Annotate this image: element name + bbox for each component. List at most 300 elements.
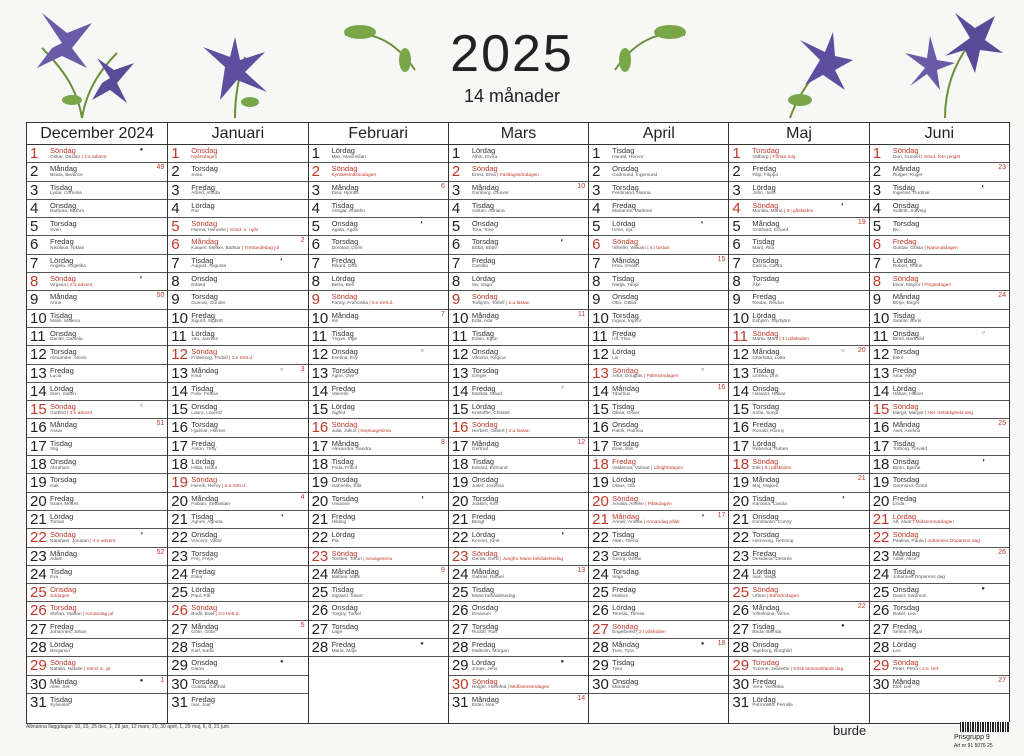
day-text bbox=[610, 438, 639, 453]
day-text bbox=[750, 419, 784, 434]
day-number: 22 bbox=[30, 529, 47, 547]
weekday-label: Torsdag bbox=[331, 621, 359, 631]
holiday-label: | Annandag jul bbox=[81, 611, 114, 617]
day-row bbox=[589, 383, 728, 401]
day-text bbox=[330, 456, 358, 471]
weekday-label: Söndag bbox=[471, 676, 498, 686]
weekday-label: Fredag bbox=[471, 383, 496, 393]
week-number: 16 bbox=[717, 383, 726, 391]
day-number: 11 bbox=[311, 327, 328, 345]
day-row bbox=[449, 182, 588, 200]
day-number: 10 bbox=[592, 309, 609, 327]
day-row bbox=[729, 676, 868, 694]
day-number: 2 bbox=[311, 163, 320, 181]
weekday-label: Onsdag bbox=[612, 292, 639, 302]
name-day: Hilding bbox=[331, 520, 347, 526]
moon-phase-icon: ○ bbox=[700, 366, 705, 373]
day-number: 12 bbox=[872, 346, 890, 364]
day-text bbox=[48, 438, 72, 453]
name-day: Stig bbox=[50, 447, 59, 453]
day-text bbox=[610, 310, 641, 325]
weekday-label: Måndag bbox=[50, 420, 78, 430]
weekday-label: Fredag bbox=[752, 420, 777, 430]
weekday-label: Fredag bbox=[331, 511, 356, 521]
day-row bbox=[27, 346, 167, 364]
name-day: Lucia bbox=[50, 374, 62, 380]
day-row bbox=[309, 145, 448, 163]
day-row bbox=[309, 401, 448, 419]
name-day: Viktoria, Regina bbox=[471, 355, 506, 361]
day-number: 17 bbox=[30, 437, 47, 455]
day-number: 6 bbox=[592, 236, 601, 254]
day-row bbox=[309, 548, 448, 566]
day-number: 26 bbox=[30, 602, 47, 620]
weekday-label: Lördag bbox=[752, 566, 776, 576]
month-column bbox=[588, 123, 728, 723]
holiday-label: | 2:e. tref. bbox=[918, 666, 940, 672]
name-day: Adrian, Adriana bbox=[471, 209, 505, 215]
name-day: Barbara, Barbro bbox=[50, 209, 85, 215]
weekday-label: Måndag bbox=[331, 566, 359, 576]
day-text bbox=[891, 529, 980, 544]
name-day: Patrik, Patricia bbox=[612, 428, 644, 434]
day-number: 27 bbox=[872, 620, 890, 638]
day-number: 23 bbox=[451, 547, 469, 565]
day-row bbox=[729, 529, 868, 547]
day-text bbox=[610, 163, 657, 178]
day-text bbox=[610, 657, 634, 672]
weekday-label: Fredag bbox=[191, 566, 216, 576]
day-text bbox=[330, 200, 365, 215]
day-number: 31 bbox=[732, 693, 750, 711]
weekday-label: Söndag bbox=[612, 237, 638, 247]
day-row bbox=[168, 639, 307, 657]
moon-phase-icon: ● bbox=[279, 659, 284, 666]
name-day: Rakel, Lea bbox=[892, 611, 916, 617]
name-day: Dorotea, Doris bbox=[331, 245, 363, 251]
weekday-label: Fredag bbox=[892, 365, 917, 375]
day-row bbox=[449, 401, 588, 419]
weekday-label: Söndag bbox=[50, 274, 76, 284]
day-number: 25 bbox=[171, 584, 188, 602]
name-day: Teresia, Terese bbox=[612, 611, 645, 617]
weekday-label: Tisdag bbox=[612, 274, 635, 284]
day-row bbox=[168, 200, 307, 218]
day-number: 6 bbox=[30, 236, 39, 254]
name-day: Otto, Ottilia bbox=[612, 300, 637, 306]
day-text bbox=[470, 383, 502, 398]
weekday-label: Söndag bbox=[612, 493, 638, 503]
weekday-label: Onsdag bbox=[471, 603, 499, 613]
holiday-label: Kyndelsmässodagen bbox=[331, 172, 377, 178]
day-number: 3 bbox=[592, 181, 601, 199]
day-row bbox=[870, 438, 1009, 456]
weekday-label: Måndag bbox=[331, 438, 359, 448]
day-text bbox=[330, 438, 372, 453]
week-number: 7 bbox=[440, 310, 445, 318]
day-row bbox=[309, 639, 448, 657]
day-text bbox=[750, 566, 776, 581]
day-text bbox=[330, 273, 355, 288]
name-day: Laura, Lorentz bbox=[191, 410, 223, 416]
moon-phase-icon: ◐ bbox=[560, 238, 565, 245]
day-row bbox=[729, 584, 868, 602]
moon-phase-icon: ◑ bbox=[420, 494, 424, 501]
day-row bbox=[27, 639, 167, 657]
weekday-label: Torsdag bbox=[612, 566, 639, 576]
weekday-label: Söndag bbox=[892, 146, 919, 155]
name-day: Bertil, Berthold bbox=[892, 337, 925, 343]
weekday-label: Tisdag bbox=[612, 658, 635, 668]
day-number: 30 bbox=[872, 675, 890, 693]
name-day: Alexander, Alexis bbox=[50, 355, 87, 361]
day-number: 28 bbox=[311, 639, 329, 657]
day-text bbox=[750, 182, 775, 197]
name-day: Johannes Döparens dag bbox=[892, 575, 945, 581]
day-row bbox=[27, 401, 167, 419]
day-number: 26 bbox=[592, 602, 609, 620]
day-text bbox=[189, 236, 279, 251]
day-text bbox=[750, 310, 790, 325]
name-day: Erika bbox=[191, 575, 203, 581]
day-row bbox=[589, 676, 728, 694]
weekday-label: Torsdag bbox=[471, 621, 499, 631]
day-row bbox=[589, 328, 728, 346]
day-row bbox=[589, 474, 728, 492]
day-row bbox=[168, 584, 307, 602]
day-row bbox=[870, 548, 1009, 566]
day-text bbox=[891, 383, 923, 398]
name-day: Gabriel, Rafael bbox=[471, 575, 504, 581]
day-text bbox=[891, 657, 940, 672]
holiday-label: | Trettondedag jul bbox=[240, 245, 279, 251]
weekday-label: Måndag bbox=[50, 164, 78, 174]
weekday-label: Onsdag bbox=[191, 146, 218, 155]
day-number: 30 bbox=[30, 675, 47, 693]
holiday-label: | Hel. trefaldighets dag bbox=[923, 410, 973, 416]
weekday-label: Måndag bbox=[612, 383, 640, 393]
week-number: 26 bbox=[998, 548, 1006, 556]
day-text bbox=[610, 182, 650, 197]
day-text bbox=[189, 493, 230, 508]
day-number: 23 bbox=[171, 547, 188, 565]
day-text bbox=[330, 548, 393, 563]
day-text bbox=[330, 310, 359, 325]
weekday-label: Lördag bbox=[471, 146, 496, 155]
name-day: David, Salomon bbox=[892, 593, 927, 599]
name-day: Elias, Elis bbox=[612, 447, 633, 453]
day-number: 8 bbox=[592, 273, 601, 291]
name-day: Marit, Rita bbox=[752, 245, 775, 251]
moon-phase-icon: ◑ bbox=[841, 494, 845, 501]
day-text bbox=[189, 310, 222, 325]
day-text bbox=[470, 419, 530, 434]
day-number: 29 bbox=[171, 657, 188, 675]
day-number: 8 bbox=[30, 273, 39, 291]
day-text bbox=[330, 145, 366, 160]
day-text bbox=[750, 200, 813, 215]
name-day: Mariana bbox=[612, 685, 630, 691]
name-day: Gottfrid | 3:e advent bbox=[50, 410, 93, 416]
name-day: Sylvester bbox=[50, 703, 70, 709]
weekday-label: Söndag bbox=[892, 658, 919, 668]
day-row bbox=[729, 602, 868, 620]
weekday-label: Måndag bbox=[612, 640, 640, 650]
name-day: Hemming, Henning bbox=[752, 538, 794, 544]
day-row bbox=[449, 236, 588, 254]
weekday-label: Torsdag bbox=[50, 347, 77, 357]
weekday-label: Onsdag bbox=[752, 383, 779, 393]
name-day: Abraham bbox=[50, 465, 70, 471]
weekday-label: Fredag bbox=[752, 676, 777, 686]
holiday-label: | Nationaldagen bbox=[923, 245, 958, 251]
day-number: 15 bbox=[451, 401, 469, 419]
day-text bbox=[610, 676, 638, 691]
weekday-label: Onsdag bbox=[612, 420, 639, 430]
weekday-label: Torsdag bbox=[471, 237, 499, 247]
day-row bbox=[27, 200, 167, 218]
name-day: Svea bbox=[191, 172, 203, 178]
weekday-label: Tisdag bbox=[752, 237, 775, 247]
weekday-label: Fredag bbox=[50, 493, 74, 503]
day-number: 2 bbox=[30, 163, 39, 181]
day-text bbox=[891, 621, 922, 636]
day-number: 4 bbox=[451, 199, 461, 217]
name-day: Sigfrid bbox=[331, 410, 346, 416]
holiday-label: | 2:i påsktiden bbox=[635, 630, 666, 636]
day-number: 17 bbox=[171, 437, 188, 455]
day-text bbox=[891, 419, 920, 434]
weekday-label: Måndag bbox=[50, 676, 78, 686]
day-number: 14 bbox=[592, 382, 609, 400]
name-day: Vera, Veronika bbox=[752, 685, 784, 691]
name-day: Rutger, Roger bbox=[892, 172, 923, 178]
day-text bbox=[470, 182, 509, 197]
month-heading: Maj bbox=[729, 123, 868, 145]
day-number: 18 bbox=[30, 456, 47, 474]
day-text bbox=[48, 365, 74, 380]
day-row bbox=[729, 310, 868, 328]
day-row bbox=[27, 365, 167, 383]
weekday-label: Måndag bbox=[191, 621, 219, 631]
day-number: 9 bbox=[732, 291, 741, 309]
weekday-label: Torsdag bbox=[331, 493, 359, 503]
day-row bbox=[168, 438, 307, 456]
weekday-label: Söndag bbox=[612, 621, 638, 631]
day-number: 22 bbox=[732, 529, 750, 547]
day-number: 13 bbox=[451, 364, 469, 382]
weekday-label: Tisdag bbox=[612, 402, 635, 412]
day-row bbox=[729, 291, 868, 309]
weekday-label: Lördag bbox=[612, 347, 636, 357]
day-row bbox=[168, 365, 307, 383]
name-day: Malin, Malena bbox=[50, 319, 80, 325]
name-day: Alf, Alvar | Midsommardagen bbox=[892, 520, 954, 526]
weekday-label: Onsdag bbox=[752, 511, 779, 521]
weekday-label: Måndag bbox=[892, 548, 920, 558]
day-text bbox=[48, 511, 73, 526]
day-number: 21 bbox=[732, 510, 750, 528]
weekday-label: Tisdag bbox=[191, 640, 214, 650]
day-row bbox=[729, 474, 868, 492]
day-row bbox=[870, 602, 1009, 620]
weekday-label: Lördag bbox=[191, 585, 215, 595]
weekday-label: Torsdag bbox=[892, 603, 920, 613]
day-number: 18 bbox=[592, 456, 609, 474]
day-row bbox=[589, 493, 728, 511]
day-row bbox=[870, 236, 1009, 254]
weekday-label: Onsdag bbox=[191, 658, 218, 668]
name-day: Holger, Holmfrid | Midfastosöndagen bbox=[471, 685, 550, 691]
day-text bbox=[189, 529, 222, 544]
day-number: 18 bbox=[171, 456, 188, 474]
name-day: Julia, Julius | Septuagesima bbox=[331, 428, 391, 434]
day-text bbox=[330, 218, 358, 233]
weekday-label: Fredag bbox=[471, 255, 496, 265]
day-row bbox=[729, 566, 868, 584]
day-row bbox=[589, 621, 728, 639]
day-text bbox=[48, 255, 86, 270]
month-heading: December 2024 bbox=[27, 123, 167, 145]
week-number: 5 bbox=[300, 621, 305, 629]
month-column bbox=[728, 123, 868, 723]
weekday-label: Torsdag bbox=[331, 237, 359, 247]
weekday-label: Lördag bbox=[50, 383, 74, 393]
name-day bbox=[191, 156, 217, 161]
weekday-label: Torsdag bbox=[191, 548, 218, 558]
weekday-label: Lördag bbox=[191, 328, 215, 338]
day-number: 24 bbox=[171, 565, 188, 583]
name-day: Maj, Majken bbox=[752, 483, 779, 489]
day-text bbox=[189, 639, 213, 654]
moon-phase-icon: ◑ bbox=[981, 458, 985, 465]
weekday-label: Onsdag bbox=[331, 219, 358, 229]
day-number: 18 bbox=[451, 456, 469, 474]
day-number: 24 bbox=[872, 565, 890, 583]
weekday-label: Söndag bbox=[50, 530, 76, 540]
day-row bbox=[729, 255, 868, 273]
moon-phase-icon: ● bbox=[841, 622, 845, 629]
weekday-label: Måndag bbox=[471, 438, 499, 448]
name-day: Greger bbox=[471, 374, 487, 380]
holiday-label: | 5:i fastan bbox=[645, 245, 670, 251]
day-number: 30 bbox=[171, 675, 188, 693]
name-day: Gotthard, Erhard bbox=[752, 227, 789, 233]
name-day: Gun, Gunnel | Sönd. före pingst bbox=[892, 154, 961, 160]
day-text bbox=[189, 291, 225, 306]
name-day: Stefan, Staffan | Annandag jul bbox=[50, 611, 114, 617]
weekday-label: Fredag bbox=[50, 365, 74, 375]
name-day: Alexandra, Sandra bbox=[331, 447, 372, 453]
name-day: Petronella, Pernilla bbox=[752, 703, 793, 709]
week-number: 12 bbox=[577, 438, 586, 446]
day-text bbox=[891, 401, 973, 416]
day-text bbox=[189, 676, 225, 691]
day-text bbox=[48, 383, 76, 398]
day-row bbox=[309, 365, 448, 383]
weekday-label: Onsdag bbox=[191, 274, 218, 284]
name-day: Yngve, Inge bbox=[331, 337, 358, 343]
day-row bbox=[870, 328, 1009, 346]
name-day: Irma, Irmelin bbox=[612, 264, 639, 270]
day-row bbox=[449, 657, 588, 675]
day-row bbox=[449, 456, 588, 474]
weekday-label: Fredag bbox=[612, 585, 636, 595]
day-row bbox=[729, 438, 868, 456]
day-row bbox=[729, 346, 868, 364]
name-day: Ivan, Vanja bbox=[752, 575, 777, 581]
day-row bbox=[168, 456, 307, 474]
weekday-label: Söndag bbox=[752, 457, 779, 467]
holiday-label: | 3:i påsktiden bbox=[782, 209, 814, 215]
weekday-label: Lördag bbox=[471, 274, 496, 284]
day-row bbox=[870, 273, 1009, 291]
day-text bbox=[330, 639, 357, 654]
name-day: Natanael, Jonatan | 4:e advent bbox=[50, 538, 116, 544]
name-day: Henrik, Henry | 2:a trett.d. bbox=[191, 483, 247, 489]
day-number: 12 bbox=[592, 346, 609, 364]
day-row bbox=[168, 273, 307, 291]
day-number: 1 bbox=[311, 145, 320, 162]
day-row bbox=[27, 584, 167, 602]
day-row bbox=[870, 383, 1009, 401]
day-row bbox=[309, 584, 448, 602]
name-day: Amalia, Amelie | Påskdagen bbox=[612, 502, 672, 508]
day-text bbox=[330, 511, 356, 526]
weekday-label: Lördag bbox=[331, 530, 355, 540]
holiday-label: | 1:e trett.d. bbox=[227, 355, 254, 361]
weekday-label: Onsdag bbox=[50, 457, 77, 467]
name-day: Gerda, Gerd | Jungfru Marie bebådelsedag bbox=[471, 557, 564, 563]
name-day: Rikard, Dick bbox=[331, 264, 358, 270]
name-day: Valborg | Första maj bbox=[752, 154, 796, 160]
day-row bbox=[309, 218, 448, 236]
day-number: 15 bbox=[732, 401, 750, 419]
day-row bbox=[168, 236, 307, 254]
day-number: 24 bbox=[311, 565, 329, 583]
name-day: Linnea, Linn bbox=[752, 374, 779, 380]
day-row bbox=[168, 218, 307, 236]
name-day: Selma, Fingal bbox=[892, 630, 923, 636]
day-text bbox=[891, 438, 927, 453]
weekday-label: Lördag bbox=[892, 383, 917, 393]
day-row bbox=[449, 218, 588, 236]
day-row bbox=[449, 438, 588, 456]
day-row bbox=[729, 365, 868, 383]
weekday-label: Tisdag bbox=[331, 457, 354, 467]
name-day: Iris bbox=[331, 319, 338, 325]
day-text bbox=[48, 328, 83, 343]
day-number: 9 bbox=[171, 291, 180, 309]
name-day: Olivia, Oliver bbox=[612, 410, 640, 416]
day-number: 6 bbox=[872, 236, 882, 254]
day-row bbox=[870, 218, 1009, 236]
day-row bbox=[27, 145, 167, 163]
day-number: 26 bbox=[732, 602, 750, 620]
day-row bbox=[449, 291, 588, 309]
day-text bbox=[750, 456, 791, 471]
day-row bbox=[870, 456, 1009, 474]
weekday-label: Onsdag bbox=[191, 530, 218, 540]
day-text bbox=[891, 456, 921, 471]
day-text bbox=[330, 566, 361, 581]
day-row bbox=[168, 621, 307, 639]
weekday-label: Lördag bbox=[331, 402, 355, 412]
name-day: Agata, Agda bbox=[331, 227, 358, 233]
weekday-label: Tisdag bbox=[892, 566, 915, 576]
day-number: 17 bbox=[451, 437, 469, 455]
name-day: Vincent, Viktor bbox=[191, 538, 223, 544]
